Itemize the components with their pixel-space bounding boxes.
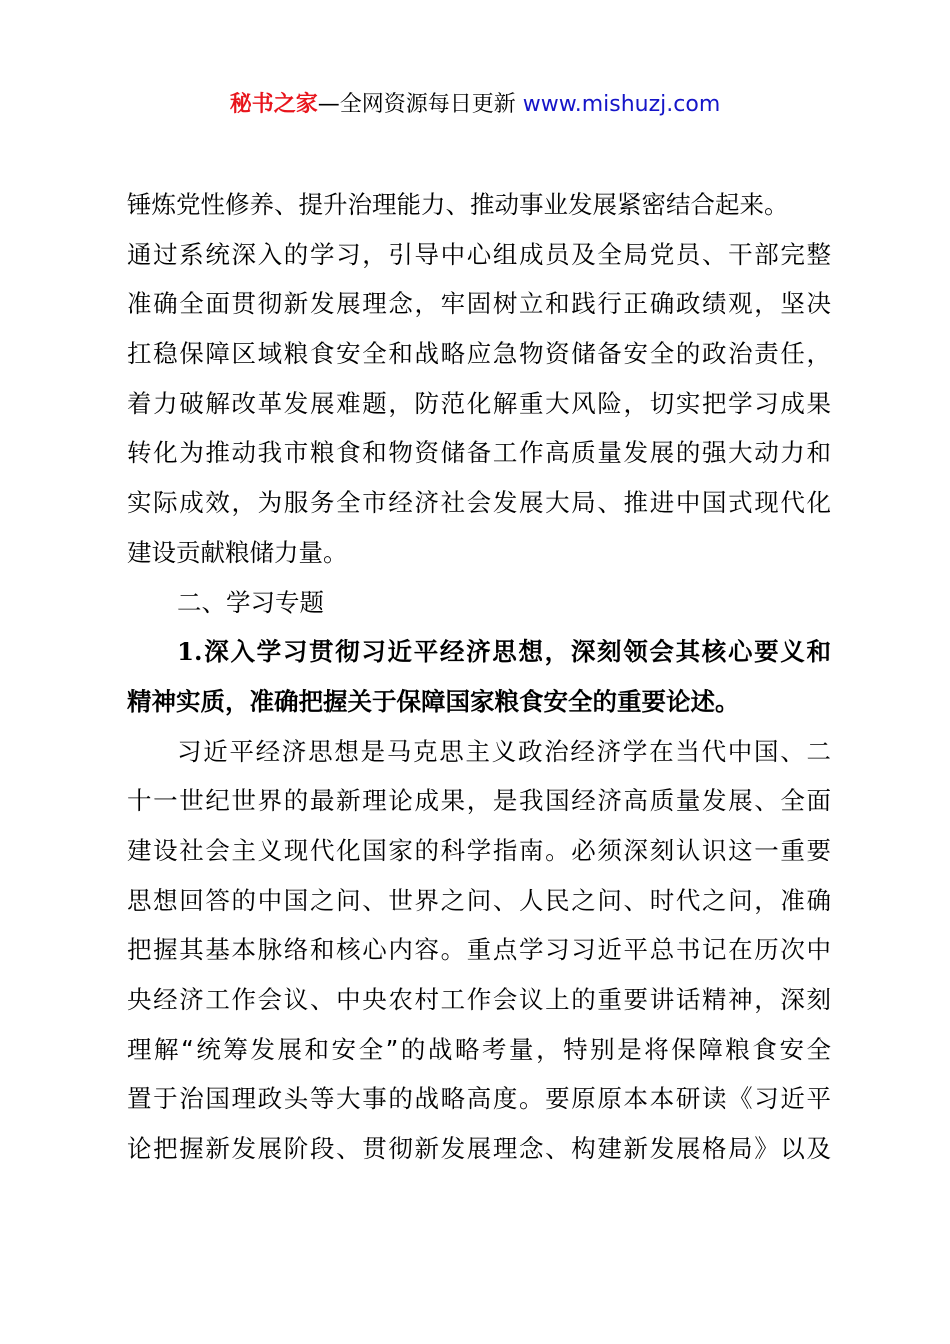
text-line: 实际成效，为服务全市经济社会发展大局、推进中国式现代化 [127, 488, 831, 518]
text-line: 二、学习专题 [177, 587, 324, 617]
text-line: 思想回答的中国之问、世界之问、人民之问、时代之问，准确 [127, 885, 831, 915]
text-line: 扛稳保障区域粮食安全和战略应急物资储备安全的政治责任， [127, 339, 831, 369]
text-line: 央经济工作会议、中央农村工作会议上的重要讲话精神，深刻 [127, 985, 831, 1014]
site-header [0, 88, 950, 122]
text-line: 准确全面贯彻新发展理念，牢固树立和践行正确政绩观，坚决 [127, 289, 831, 319]
document-body [127, 184, 831, 1178]
header-tagline: —全网资源每日更新 [317, 92, 523, 117]
text-line: 通过系统深入的学习，引导中心组成员及全局党员、干部完整 [127, 239, 831, 269]
text-line: 把握其基本脉络和核心内容。重点学习习近平总书记在历次中 [127, 935, 831, 965]
text-line: 置于治国理政头等大事的战略高度。要原原本本研读《习近平 [127, 1084, 831, 1114]
site-url-link[interactable]: www.mishuzj.com [522, 92, 721, 117]
text-line: 建设社会主义现代化国家的科学指南。必须深刻认识这一重要 [127, 835, 831, 865]
text-line: 转化为推动我市粮食和物资储备工作高质量发展的强大动力和 [127, 438, 831, 468]
text-line: 十一世纪世界的最新理论成果，是我国经济高质量发展、全面 [127, 786, 831, 816]
text-line: 论把握新发展阶段、贯彻新发展理念、构建新发展格局》以及 [127, 1134, 831, 1164]
text-line: 精神实质，准确把握关于保障国家粮食安全的重要论述。 [127, 686, 740, 716]
text-line: 锤炼党性修养、提升治理能力、推动事业发展紧密结合起来。 [127, 190, 789, 219]
text-line: 着力破解改革发展难题，防范化解重大风险，切实把学习成果 [127, 388, 831, 418]
text-line: 理解“统筹发展和安全”的战略考量，特别是将保障粮食安全 [127, 1034, 831, 1064]
text-line: 建设贡献粮储力量。 [127, 537, 348, 567]
brand-name: 秘书之家 [229, 92, 318, 117]
text-line: 1.深入学习贯彻习近平经济思想，深刻领会其核心要义和 [177, 637, 831, 667]
text-line: 习近平经济思想是马克思主义政治经济学在当代中国、二 [177, 736, 831, 766]
